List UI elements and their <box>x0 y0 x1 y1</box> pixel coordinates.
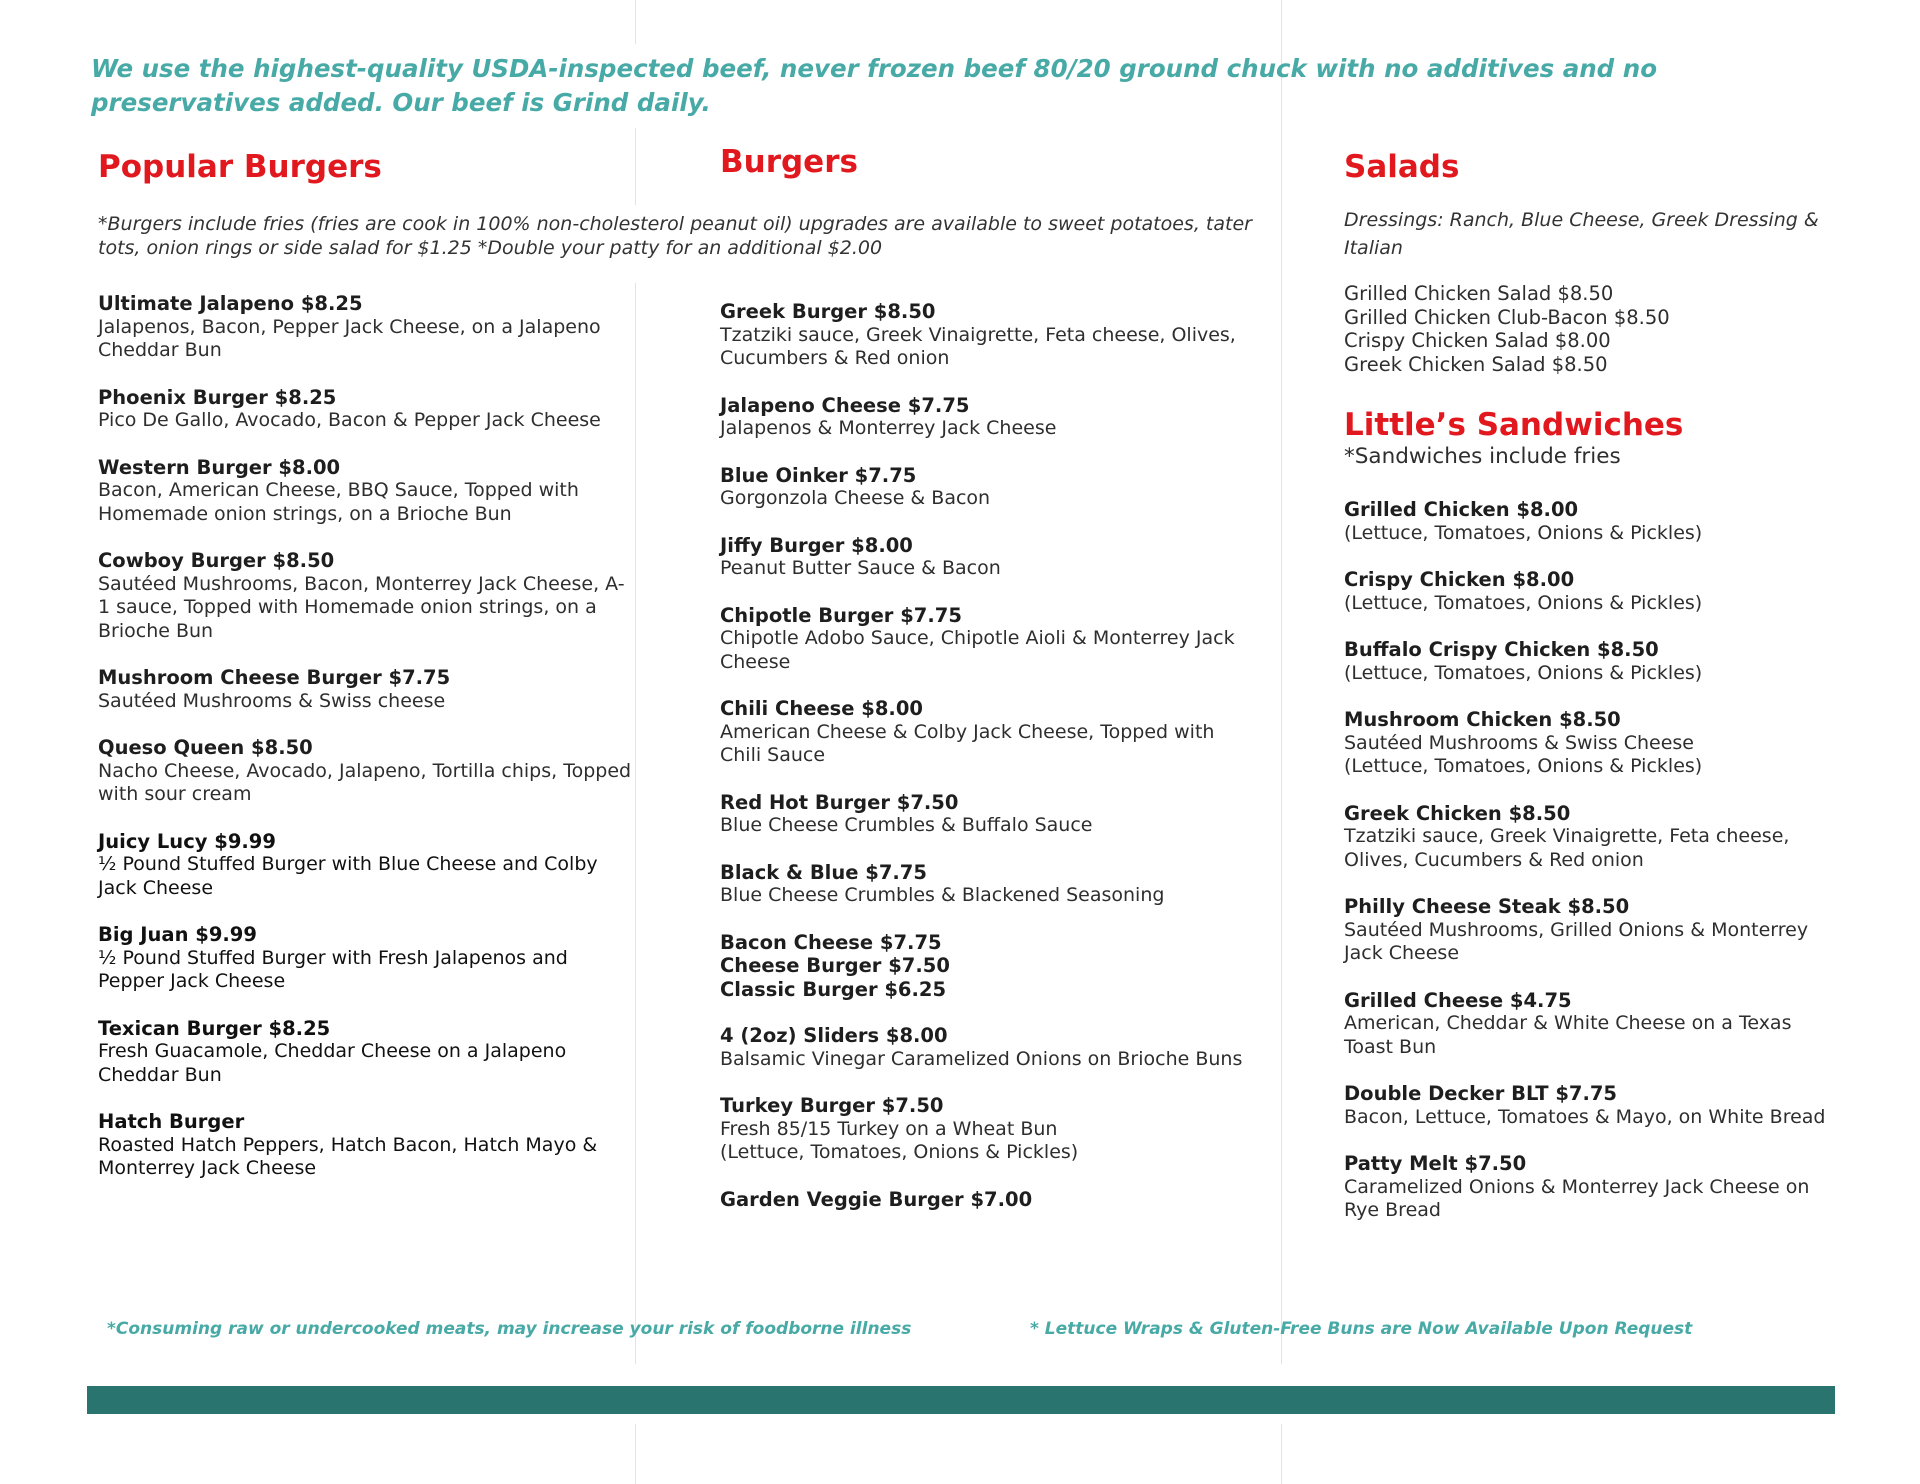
menu-item <box>1344 568 1839 615</box>
item-description: Gorgonzola Cheese & Bacon <box>720 487 991 509</box>
menu-item <box>98 292 633 363</box>
salad-item: Grilled Chicken Club-Bacon $8.50 <box>1344 305 1670 329</box>
item-description: Roasted Hatch Peppers, Hatch Bacon, Hatch Mayo & Monterrey Jack Cheese <box>98 1133 598 1179</box>
item-name: Phoenix Burger $8.25 <box>98 385 337 409</box>
menu-item <box>720 861 1250 908</box>
lettuce-wraps-note: * Lettuce Wraps & Gluten-Free Buns are Now Available Upon Request <box>1030 1319 1693 1339</box>
item-name: Turkey Burger $7.50 <box>720 1094 944 1117</box>
menu-item <box>98 549 633 643</box>
menu-item <box>1344 498 1839 545</box>
item-description: Jalapenos, Bacon, Pepper Jack Cheese, on a Jalapeno Cheddar Bun <box>98 315 601 361</box>
item-description: Blue Cheese Crumbles & Blackened Seasoning <box>720 884 1165 906</box>
menu-item <box>98 456 633 527</box>
item-description: (Lettuce, Tomatoes, Onions & Pickles) <box>1344 521 1703 544</box>
menu-item <box>720 534 1250 581</box>
item-name: Cowboy Burger $8.50 <box>98 549 335 572</box>
item-name: Blue Oinker $7.75 <box>720 463 917 487</box>
item-name: Big Juan $9.99 <box>98 923 257 946</box>
item-description: Tzatziki sauce, Greek Vinaigrette, Feta cheese, Olives, Cucumbers & Red onion <box>720 323 1236 369</box>
item-name: Greek Chicken $8.50 <box>1344 801 1571 825</box>
menu-item <box>98 1110 633 1181</box>
item-name: Hatch Burger <box>98 1110 245 1133</box>
menu-item <box>98 1017 633 1088</box>
item-description: Bacon, Lettuce, Tomatoes & Mayo, on White Bread <box>1344 1105 1826 1128</box>
menu-item <box>720 604 1250 675</box>
salads-list <box>1344 282 1864 376</box>
salad-dressings: Dressings: Ranch, Blue Cheese, Greek Dressing & Italian <box>1344 209 1819 259</box>
burgers-list <box>720 300 1250 1234</box>
menu-item <box>1344 989 1839 1060</box>
item-name: Cheese Burger $7.50 <box>720 954 950 977</box>
menu-item <box>720 1188 1250 1212</box>
item-name: 4 (2oz) Sliders $8.00 <box>720 1024 948 1047</box>
item-name: Red Hot Burger $7.50 <box>720 790 959 814</box>
item-description: Bacon, American Cheese, BBQ Sauce, Topped with Homemade onion strings, on a Brioche Bun <box>98 479 579 525</box>
item-description: ½ Pound Stuffed Burger with Fresh Jalapenos and Pepper Jack Cheese <box>98 946 568 992</box>
item-name: Jiffy Burger $8.00 <box>720 533 913 557</box>
item-description: Tzatziki sauce, Greek Vinaigrette, Feta cheese, Olives, Cucumbers & Red onion <box>1344 825 1790 871</box>
item-name: Garden Veggie Burger $7.00 <box>720 1187 1033 1211</box>
popular-burgers-list <box>98 292 633 1204</box>
salad-item: Grilled Chicken Salad $8.50 <box>1344 282 1614 305</box>
item-description: (Lettuce, Tomatoes, Onions & Pickles) <box>1344 661 1703 684</box>
item-name: Buffalo Crispy Chicken $8.50 <box>1344 638 1659 661</box>
menu-item <box>720 791 1250 838</box>
item-description: American Cheese & Colby Jack Cheese, Topped with Chili Sauce <box>720 720 1215 766</box>
menu-item <box>720 1024 1250 1071</box>
item-description: Caramelized Onions & Monterrey Jack Cheese on Rye Bread <box>1344 1175 1810 1221</box>
item-name: Chipotle Burger $7.75 <box>720 603 962 627</box>
item-name: Queso Queen $8.50 <box>98 736 313 759</box>
menu-item <box>720 697 1250 768</box>
item-description: Sautéed Mushrooms, Grilled Onions & Monterrey Jack Cheese <box>1344 918 1809 964</box>
item-description: Fresh 85/15 Turkey on a Wheat Bun (Lettuce, Tomatoes, Onions & Pickles) <box>720 1117 1079 1163</box>
item-description: Balsamic Vinegar Caramelized Onions on Brioche Buns <box>720 1047 1243 1070</box>
item-name: Grilled Cheese $4.75 <box>1344 988 1572 1012</box>
menu-item <box>720 300 1250 371</box>
item-name: Jalapeno Cheese $7.75 <box>720 393 970 417</box>
item-description: (Lettuce, Tomatoes, Onions & Pickles) <box>1344 591 1703 614</box>
item-name: Ultimate Jalapeno $8.25 <box>98 292 363 315</box>
item-name: Double Decker BLT $7.75 <box>1344 1082 1617 1105</box>
salad-item: Crispy Chicken Salad $8.00 <box>1344 329 1611 352</box>
sandwiches-fries-note: *Sandwiches include fries <box>1344 444 1621 469</box>
salad-item: Greek Chicken Salad $8.50 <box>1344 352 1608 376</box>
item-description: Chipotle Adobo Sauce, Chipotle Aioli & Monterrey Jack Cheese <box>720 627 1235 673</box>
fold-line-right <box>1281 0 1282 1484</box>
item-name: Grilled Chicken $8.00 <box>1344 498 1579 521</box>
menu-item <box>720 931 1250 955</box>
menu-item <box>1344 638 1839 685</box>
salads-title: Salads <box>1344 149 1460 185</box>
menu-item <box>98 386 633 433</box>
burgers-fries-note: *Burgers include fries (fries are cook in 100% non-cholesterol peanut oil) upgrades are available to sweet potatoes, tater tots, onion rings or side salad for $1.25 *Double your patty for an additional $2.00 <box>98 213 1252 259</box>
item-description: Sautéed Mushrooms & Swiss cheese <box>98 689 446 712</box>
item-name: Philly Cheese Steak $8.50 <box>1344 895 1630 918</box>
item-description: Nacho Cheese, Avocado, Jalapeno, Tortilla chips, Topped with sour cream <box>98 759 632 805</box>
footer-color-band <box>87 1386 1835 1414</box>
menu-item <box>720 464 1250 511</box>
item-name: Texican Burger $8.25 <box>98 1016 331 1040</box>
item-name: Western Burger $8.00 <box>98 455 341 479</box>
sandwiches-list <box>1344 498 1839 1246</box>
item-name: Mushroom Cheese Burger $7.75 <box>98 666 451 689</box>
popular-burgers-title: Popular Burgers <box>98 149 382 185</box>
item-name: Chili Cheese $8.00 <box>720 697 923 720</box>
item-name: Crispy Chicken $8.00 <box>1344 568 1575 591</box>
item-name: Patty Melt $7.50 <box>1344 1152 1527 1175</box>
menu-item <box>1344 802 1839 873</box>
menu-item <box>1344 1152 1839 1223</box>
item-name: Bacon Cheese $7.75 <box>720 930 942 954</box>
menu-item <box>1344 895 1839 966</box>
item-description: Pico De Gallo, Avocado, Bacon & Pepper Jack Cheese <box>98 409 601 431</box>
raw-meat-warning: *Consuming raw or undercooked meats, may increase your risk of foodborne illness <box>107 1319 912 1339</box>
item-description: Sautéed Mushrooms & Swiss Cheese (Lettuce, Tomatoes, Onions & Pickles) <box>1344 731 1703 777</box>
item-description: American, Cheddar & White Cheese on a Texas Toast Bun <box>1344 1012 1792 1058</box>
menu-item <box>720 394 1250 441</box>
beef-quality-tagline: We use the highest-quality USDA-inspected beef, never frozen beef 80/20 ground chuck with no additives and no preservatives added. Our beef is Grind daily. <box>91 54 1658 117</box>
sandwiches-title: Little’s Sandwiches <box>1344 407 1684 443</box>
menu-item <box>720 978 1250 1002</box>
menu-item <box>1344 1082 1839 1129</box>
item-description: Blue Cheese Crumbles & Buffalo Sauce <box>720 814 1093 836</box>
item-name: Greek Burger $8.50 <box>720 300 936 323</box>
item-description: Peanut Butter Sauce & Bacon <box>720 557 1001 579</box>
item-description: ½ Pound Stuffed Burger with Blue Cheese and Colby Jack Cheese <box>98 853 598 899</box>
item-description: Fresh Guacamole, Cheddar Cheese on a Jalapeno Cheddar Bun <box>98 1040 567 1086</box>
menu-item <box>98 830 633 901</box>
item-name: Classic Burger $6.25 <box>720 977 947 1001</box>
menu-item <box>1344 708 1839 779</box>
menu-item <box>98 666 633 713</box>
item-name: Juicy Lucy $9.99 <box>98 829 276 853</box>
item-description: Sautéed Mushrooms, Bacon, Monterrey Jack Cheese, A-1 sauce, Topped with Homemade onion strings, on a Brioche Bun <box>98 572 625 642</box>
menu-item <box>720 1094 1250 1165</box>
item-name: Black & Blue $7.75 <box>720 860 927 884</box>
menu-item <box>720 954 1250 978</box>
item-description: Jalapenos & Monterrey Jack Cheese <box>720 417 1057 439</box>
menu-item <box>98 736 633 807</box>
menu-item <box>98 923 633 994</box>
burgers-title: Burgers <box>720 144 858 180</box>
item-name: Mushroom Chicken $8.50 <box>1344 708 1621 731</box>
